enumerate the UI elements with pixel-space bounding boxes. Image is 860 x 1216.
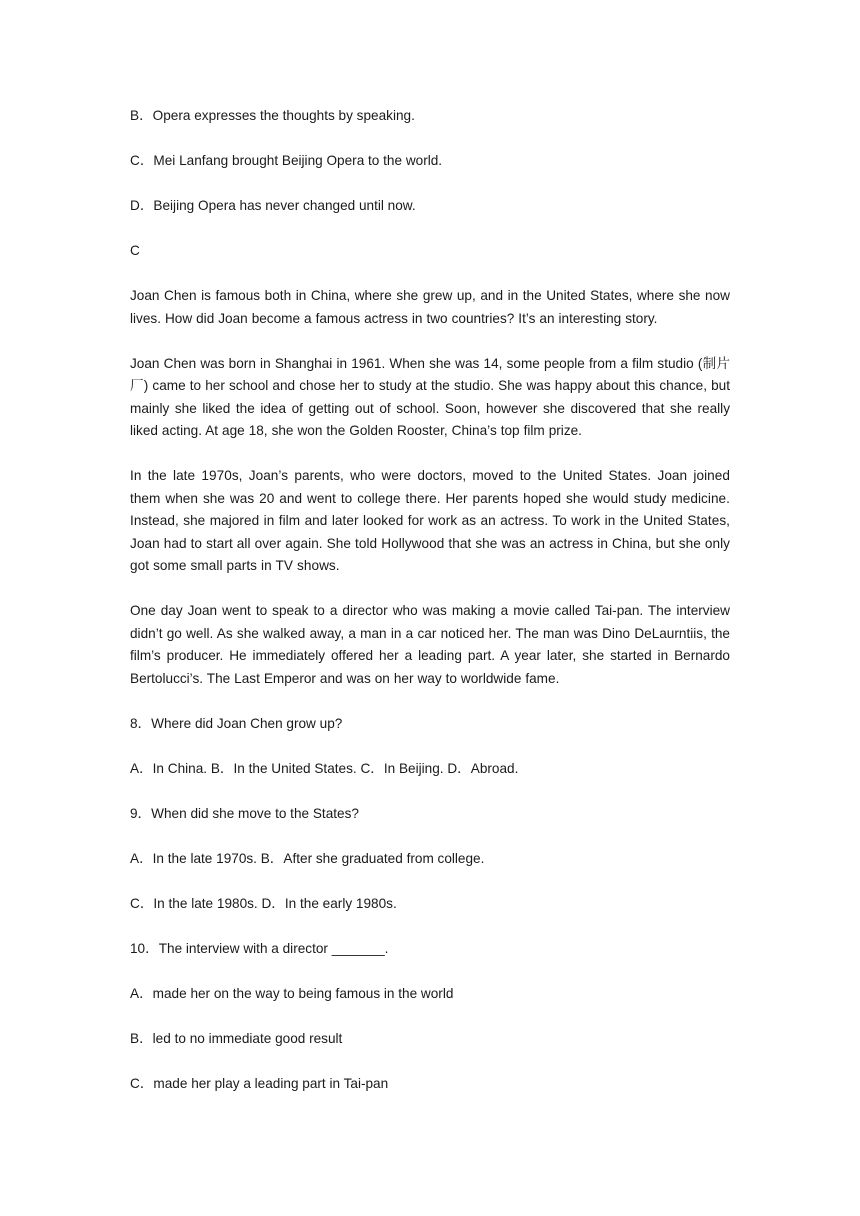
previous-question-option-c: C．Mei Lanfang brought Beijing Opera to the world. — [130, 153, 443, 168]
question-10-stem: 10．The interview with a director _______. — [130, 940, 389, 956]
question-9-options-line-2: C．In the late 1980s. D．In the early 1980s. — [130, 895, 397, 911]
previous-question-option-d: D．Beijing Opera has never changed until now. — [130, 198, 416, 213]
question-10-option-a: A．made her on the way to being famous in the world — [130, 985, 454, 1001]
page-content — [130, 105, 730, 1118]
passage-paragraph-4: One day Joan went to speak to a director who was making a movie called Tai-pan. The interview didn’t go well. As she walked away, a man in a car noticed her. The man was Dino DeLaurntiis, the film’s producer. He immediately offered her a leading part. A year later, she started in Bernardo Bertolucci’s. The Last Emperor and was on her way to worldwide fame. — [130, 603, 730, 686]
question-9-stem: 9．When did she move to the States? — [130, 805, 359, 821]
question-8-stem: 8．Where did Joan Chen grow up? — [130, 715, 343, 731]
question-8-options: A．In China. B．In the United States. C．In Beijing. D．Abroad. — [130, 760, 519, 776]
passage-paragraph-2: Joan Chen was born in Shanghai in 1961. When she was 14, some people from a film studio (制片厂) came to her school and chose her to study at the studio. She was happy about this chance, but mainly she liked the idea of getting out of school. Soon, however she discovered that she really liked acting. At age 18, she won the Golden Rooster, China’s top film prize. — [130, 355, 730, 438]
passage-paragraph-3: In the late 1970s, Joan’s parents, who were doctors, moved to the United States. Joan joined them when she was 20 and went to college there. Her parents hoped she would study medicine. Instead, she majored in film and later looked for work as an actress. To work in the United States, Joan had to start all over again. She told Hollywood that she was an actress in China, but she only got some small parts in TV shows. — [130, 468, 730, 573]
question-9-options-line-1: A．In the late 1970s. B．After she graduated from college. — [130, 850, 485, 866]
passage-label: C — [130, 243, 140, 258]
previous-question-option-b: B．Opera expresses the thoughts by speaking. — [130, 108, 415, 123]
question-10-option-b: B．led to no immediate good result — [130, 1030, 343, 1046]
passage-paragraph-1: Joan Chen is famous both in China, where she grew up, and in the United States, where she now lives. How did Joan become a famous actress in two countries? It’s an interesting story. — [130, 288, 730, 326]
question-10-option-c: C．made her play a leading part in Tai-pan — [130, 1075, 389, 1091]
